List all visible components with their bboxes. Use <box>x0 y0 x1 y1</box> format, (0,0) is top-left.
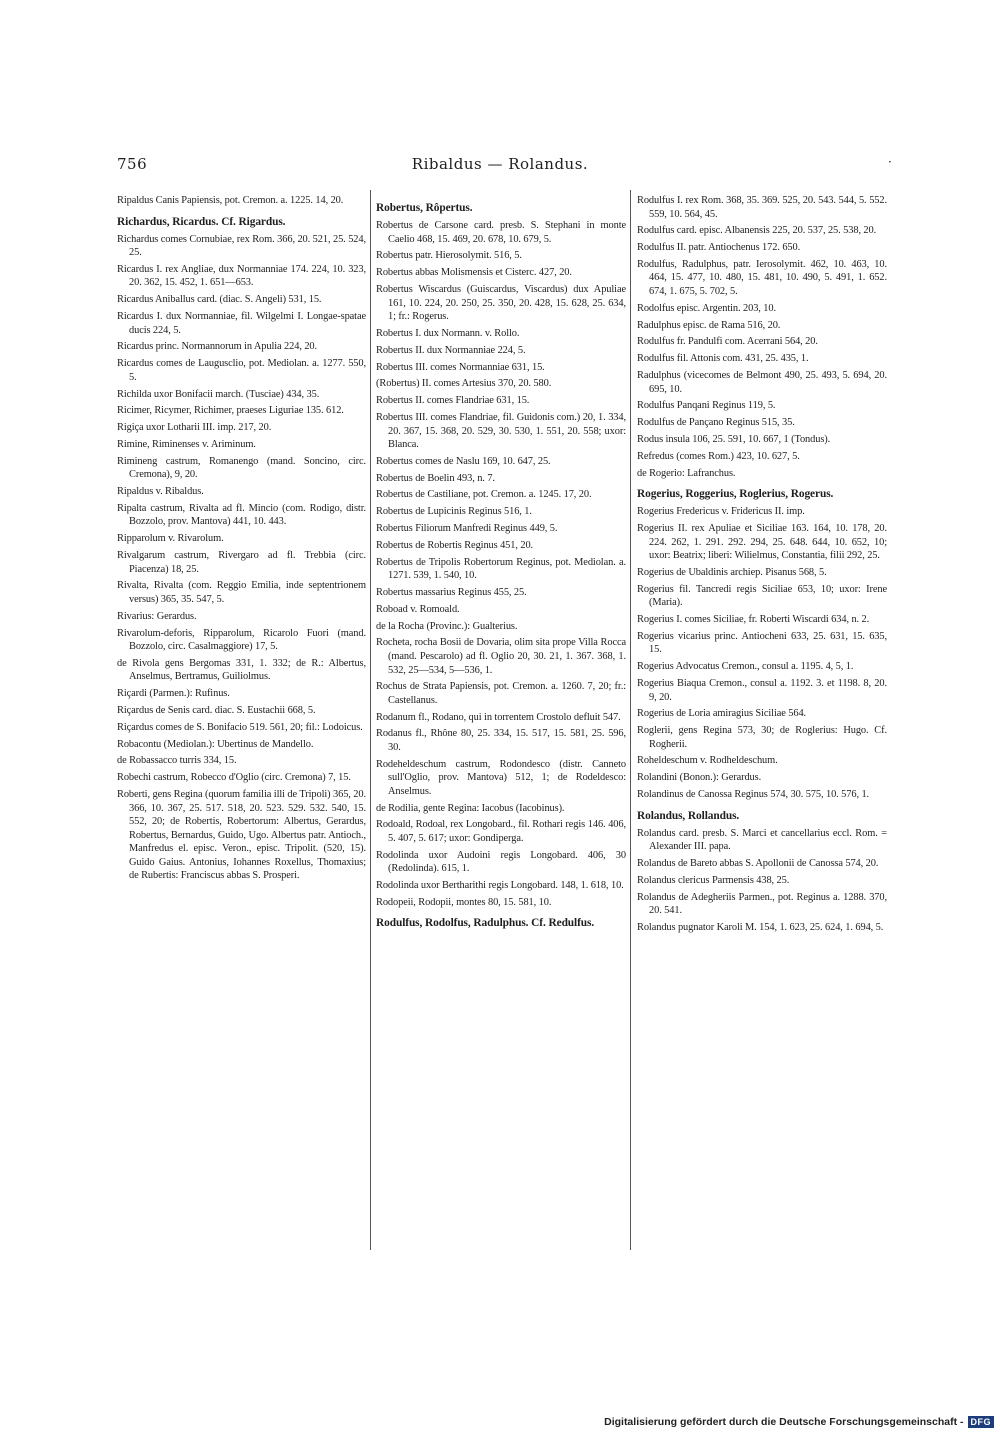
index-entry: Roberti, gens Regina (quorum familia illi de Tripoli) 365, 20. 366, 10. 367, 25. 517. 518, 20. 523. 529. 532. 540, 15. 552, 20; de Robertis, Robertorum: Albertus, Gerardus, Robertus, Bernardus, Guido, Ugo. Albertus patr. Antioch., Manfredus el. episc. Veron., episc. Tripolit. (520, 15). Guido Gaius. Antonius, Iohannes Roxellus, Thomaxius; de Rubertis: Franciscus abbas S. Prosperi. <box>117 789 366 882</box>
index-entry: de Rodilia, gente Regina: Iacobus (Iacobinus). <box>376 802 565 814</box>
index-entry: de la Rocha (Provinc.): Gualterius. <box>376 620 518 632</box>
index-column-left <box>117 194 366 886</box>
index-entry: Rodolinda uxor Bertharithi regis Longobard. 148, 1. 618, 10. <box>376 880 624 892</box>
index-entry: Robacontu (Mediolan.): Ubertinus de Mandello. <box>117 738 314 750</box>
index-entry: Rogerius vicarius princ. Antiocheni 633, 25. 631, 15. 635, 15. <box>637 630 887 656</box>
index-column-middle <box>376 194 626 935</box>
index-entry: Rimine, Riminenses v. Ariminum. <box>117 439 256 451</box>
index-entry: Ricardus I. rex Angliae, dux Normanniae 174. 224, 10. 323, 20. 362, 15. 452, 1. 651—653. <box>117 263 366 289</box>
index-entry: Robertus abbas Molismensis et Cisterc. 427, 20. <box>376 267 572 279</box>
index-entry: Rogerius Biaqua Cremon., consul a. 1192. 3. et 1198. 8, 20. 9, 20. <box>637 678 887 703</box>
index-entry: Richilda uxor Bonifacii march. (Tusciae) 434, 35. <box>117 388 320 400</box>
index-entry: Rodolfus episc. Argentin. 203, 10. <box>637 302 776 314</box>
index-entry: Rogerius Fredericus v. Fridericus II. imp. <box>637 506 805 518</box>
index-heading: Rolandus, Rollandus. <box>637 809 740 822</box>
print-mark: · <box>888 155 892 169</box>
index-heading: Richardus, Ricardus. Cf. Rigardus. <box>117 215 286 228</box>
index-entry: Rogerius I. comes Siciliae, fr. Roberti Wiscardi 634, n. 2. <box>637 614 870 626</box>
index-entry: Ricardus comes de Laugusclio, pot. Mediolan. a. 1277. 550, 5. <box>117 358 366 383</box>
index-entry: Rogerius de Loria amiragius Siciliae 564. <box>637 708 807 720</box>
index-entry: Robertus III. comes Normanniae 631, 15. <box>376 361 545 373</box>
index-entry: Robertus II. dux Normanniae 224, 5. <box>376 344 526 356</box>
index-entry: Rodulfus card. episc. Albanensis 225, 20. 537, 25. 538, 20. <box>637 225 877 237</box>
index-entry: Riçardi (Parmen.): Rufinus. <box>117 688 230 700</box>
index-entry: Robertus de Carsone card. presb. S. Stephani in monte Caelio 468, 15. 469, 20. 678, 10. 679, 5. <box>376 220 626 245</box>
index-entry: Riçardus de Senis card. diac. S. Eustachii 668, 5. <box>117 705 316 717</box>
index-entry: Radulphus (vicecomes de Belmont 490, 25. 493, 5. 694, 20. 695, 10. <box>637 370 887 395</box>
footer-text: Digitalisierung gefördert durch die Deutsche Forschungsgemeinschaft - <box>604 1416 964 1428</box>
index-entry: Rolandinus de Canossa Reginus 574, 30. 575, 10. 576, 1. <box>637 789 870 801</box>
index-entry: Refredus (comes Rom.) 423, 10. 627, 5. <box>637 450 800 462</box>
index-entry: Radulphus episc. de Rama 516, 20. <box>637 319 781 331</box>
index-entry: Robechi castrum, Robecco d'Oglio (circ. Cremona) 7, 15. <box>117 772 351 784</box>
index-entry: Rodus insula 106, 25. 591, 10. 667, 1 (Tondus). <box>637 434 831 445</box>
index-heading: Robertus, Rôpertus. <box>376 202 473 214</box>
index-entry: Rolandus card. presb. S. Marci et cancellarius eccl. Rom. = Alexander III. papa. <box>637 827 887 853</box>
index-entry: Rodolinda uxor Audoini regis Longobard. 406, 30 (Redolinda). 615, 1. <box>376 849 626 875</box>
index-entry: Rodulfus, Radulphus, patr. Ierosolymit. 462, 10. 463, 10. 464, 15. 477, 10. 480, 15. 481, 10. 490, 5. 491, 1. 652. 674, 1. 675, 5. 702, 5. <box>637 258 887 297</box>
index-entry: Rivalta, Rivalta (com. Reggio Emilia, inde septentrionem versus) 365, 35. 547, 5. <box>117 580 366 605</box>
index-entry: Robertus Wiscardus (Guiscardus, Viscardus) dux Apuliae 161, 10. 224, 20. 250, 25. 350, 20. 428, 15. 628, 25. 634, 1; fr.: Rogerus. <box>376 284 626 323</box>
index-entry: Ricardus Aniballus card. (diac. S. Angeli) 531, 15. <box>117 294 322 306</box>
index-entry: de Rogerio: Lafranchus. <box>637 467 736 479</box>
index-entry: Rolandus de Adegheriis Parmen., pot. Reginus a. 1288. 370, 20. 541. <box>637 891 887 917</box>
index-entry: Rochus de Strata Papiensis, pot. Cremon. a. 1260. 7, 20; fr.: Castellanus. <box>376 681 626 706</box>
index-entry: Rocheta, rocha Bosii de Dovaria, olim sita prope Villa Rocca (mand. Pescarolo) ad fl. Oglio 20, 30. 21, 1. 367. 368, 1. 532, 25—534, 5—536, 1. <box>376 637 626 676</box>
index-entry: Ricardus princ. Normannorum in Apulia 224, 20. <box>117 341 318 353</box>
index-entry: Roglerii, gens Regina 573, 30; de Roglerius: Hugo. Cf. Rogherii. <box>637 725 887 750</box>
index-entry: Robertus III. comes Flandriae, fil. Guidonis com.) 20, 1. 334, 20. 367, 15. 368, 20. 529, 30. 530, 1. 551, 20. 558; uxor: Blanca. <box>376 411 626 451</box>
index-entry: Rogerius de Ubaldinis archiep. Pisanus 568, 5. <box>637 566 827 578</box>
index-entry: Richardus comes Cornubiae, rex Rom. 366, 20. 521, 25. 524, 25. <box>117 233 366 259</box>
index-entry: Robertus de Lupicinis Reginus 516, 1. <box>376 506 532 518</box>
page-number: 756 <box>117 155 148 173</box>
index-entry: Rodulfus Panqani Reginus 119, 5. <box>637 400 776 412</box>
index-entry: Robertus de Castiliane, pot. Cremon. a. 1245. 17, 20. <box>376 489 592 501</box>
index-entry: Ripaldus v. Ribaldus. <box>117 486 204 498</box>
index-heading: Rogerius, Roggerius, Roglerius, Rogerus. <box>637 488 834 501</box>
index-entry: Rodoald, Rodoal, rex Longobard., fil. Rothari regis 146. 406, 5. 407, 5. 617; uxor: Gondiperga. <box>376 819 626 844</box>
index-entry: Rogerius II. rex Apuliae et Siciliae 163. 164, 10. 178, 20. 224. 262, 1. 291. 292. 294, 25. 648. 644, 10. 652, 10; uxor: Beatrix; liberi: Wilielmus, Constantia, filii 292, 25. <box>637 523 887 562</box>
index-entry: Rigiça uxor Lotharii III. imp. 217, 20. <box>117 422 272 434</box>
index-entry: Robertus Filiorum Manfredi Reginus 449, 5. <box>376 523 558 535</box>
index-entry: Robertus de Tripolis Robertorum Reginus, pot. Mediolan. a. 1271. 539, 1. 540, 10. <box>376 556 626 582</box>
index-entry: Rivarolum-deforis, Ripparolum, Ricarolo Fuori (mand. Bozzolo, circ. Casalmaggiore) 17, 5. <box>117 627 366 653</box>
index-entry: Rodanus fl., Rhône 80, 25. 334, 15. 517, 15. 581, 25. 596, 30. <box>376 728 626 753</box>
index-column-right <box>637 194 887 938</box>
index-entry: Ricardus I. dux Normanniae, fil. Wilgelmi I. Longae-spatae ducis 224, 5. <box>117 311 366 336</box>
index-entry: Ripparolum v. Rivarolum. <box>117 533 224 545</box>
index-entry: Rodulfus fil. Attonis com. 431, 25. 435, 1. <box>637 353 809 365</box>
running-head: Ribaldus — Rolandus. <box>411 155 589 173</box>
index-entry: Robertus de Boelin 493, n. 7. <box>376 472 495 484</box>
index-entry: Rogerius Advocatus Cremon., consul a. 1195. 4, 5, 1. <box>637 661 854 673</box>
column-divider-left <box>370 190 371 1250</box>
index-entry: Rodopeii, Rodopii, montes 80, 15. 581, 10. <box>376 896 552 908</box>
dfg-logo: DFG <box>968 1416 995 1428</box>
index-entry: Robertus I. dux Normann. v. Rollo. <box>376 327 520 339</box>
index-entry: Rivalgarum castrum, Rivergaro ad fl. Trebbia (circ. Piacenza) 18, 25. <box>117 550 366 575</box>
index-entry: Robertus patr. Hierosolymit. 516, 5. <box>376 250 522 262</box>
index-entry: Rolandus de Bareto abbas S. Apollonii de Canossa 574, 20. <box>637 858 879 870</box>
index-entry: Roboad v. Romoald. <box>376 603 460 615</box>
index-entry: Ricimer, Ricymer, Richimer, praeses Liguriae 135. 612. <box>117 405 344 417</box>
index-entry: Rodulfus II. patr. Antiochenus 172. 650. <box>637 242 801 254</box>
index-entry: Rodulfus de Pançano Reginus 515, 35. <box>637 417 795 429</box>
index-entry: Robertus II. comes Flandriae 631, 15. <box>376 395 530 407</box>
index-entry: Robertus comes de Naslu 169, 10. 647, 25. <box>376 455 551 467</box>
index-entry: Rivarius: Gerardus. <box>117 610 197 622</box>
index-entry: de Rivola gens Bergomas 331, 1. 332; de R.: Albertus, Anselmus, Bertramus, Guiliolmus. <box>117 657 366 683</box>
index-entry: Roheldeschum v. Rodheldeschum. <box>637 755 778 767</box>
index-entry: Rodulfus fr. Pandulfi com. Acerrani 564, 20. <box>637 336 818 348</box>
index-entry: Rolandus clericus Parmensis 438, 25. <box>637 874 790 886</box>
index-entry: Rolandus pugnator Karoli M. 154, 1. 623, 25. 624, 1. 694, 5. <box>637 922 884 934</box>
index-entry: Rimineng castrum, Romanengo (mand. Soncino, circ. Cremona), 9, 20. <box>117 455 366 481</box>
column-divider-right <box>630 190 631 1250</box>
index-entry: Rodeheldeschum castrum, Rodondesco (distr. Canneto sull'Oglio, prov. Mantova) 512, 1; de Rodeldesco: Anselmus. <box>376 758 626 797</box>
index-entry: Rogerius fil. Tancredi regis Siciliae 653, 10; uxor: Irene (Maria). <box>637 583 887 609</box>
index-entry: Ripalta castrum, Rivalta ad fl. Mincio (com. Rodigo, distr. Bozzolo, prov. Mantova) 441, 10. 443. <box>117 502 366 528</box>
index-entry: de Robassacco turris 334, 15. <box>117 755 237 767</box>
index-entry: (Robertus) II. comes Artesius 370, 20. 580. <box>376 378 552 390</box>
index-entry: Ripaldus Canis Papiensis, pot. Cremon. a. 1225. 14, 20. <box>117 195 344 206</box>
index-entry: Riçardus comes de S. Bonifacio 519. 561, 20; fil.: Lodoicus. <box>117 721 363 733</box>
index-heading: Rodulfus, Rodolfus, Radulphus. Cf. Redulfus. <box>376 917 595 930</box>
digitization-footer <box>604 1416 994 1428</box>
index-entry: Rolandini (Bonon.): Gerardus. <box>637 772 762 784</box>
index-entry: Robertus massarius Reginus 455, 25. <box>376 587 527 599</box>
index-entry: Rodulfus I. rex Rom. 368, 35. 369. 525, 20. 543. 544, 5. 552. 559, 10. 564, 45. <box>637 195 887 220</box>
index-entry: Rodanum fl., Rodano, qui in torrentem Crostolo defluit 547. <box>376 711 621 723</box>
index-entry: Robertus de Robertis Reginus 451, 20. <box>376 539 534 551</box>
